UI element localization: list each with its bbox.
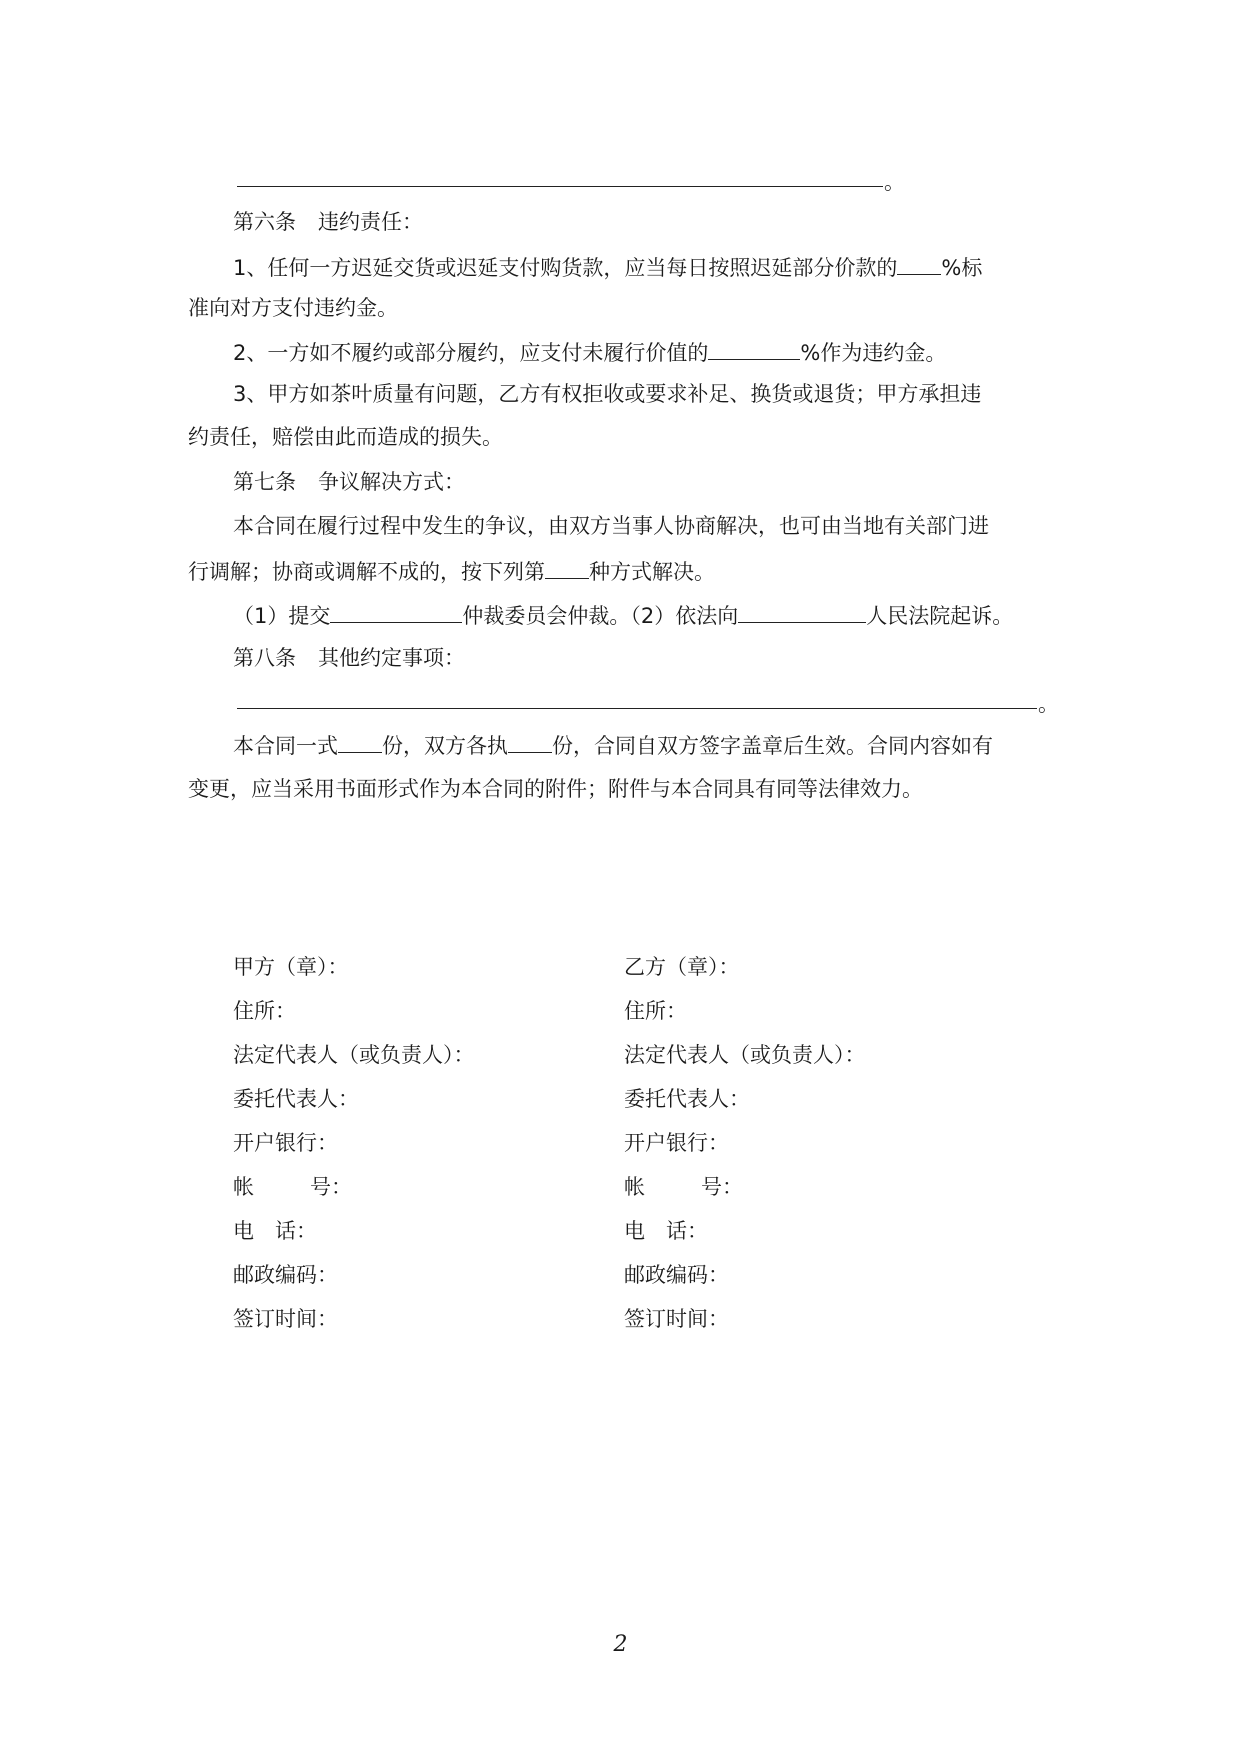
party-a-date: 签订时间：: [233, 1307, 338, 1331]
option-arbitration-text: 仲裁委员会仲裁。: [462, 604, 631, 628]
party-b-address: 住所：: [624, 999, 687, 1023]
blank-penalty-rate: [897, 256, 941, 275]
article-6-clause-1-unit: %标: [941, 256, 983, 280]
party-b-account-1: 帐: [624, 1175, 645, 1199]
article-7-body-cont: [188, 560, 715, 583]
party-a-address: 住所：: [233, 999, 296, 1023]
article-6-clause-2-unit: %作为违约金。: [800, 341, 947, 365]
party-b-signature-block: [624, 957, 866, 1353]
article-7-options: [233, 604, 1013, 627]
party-b-account-2: 号：: [701, 1175, 743, 1199]
closing-text-b: 份，双方各执: [382, 734, 508, 758]
article-8-number: 第八条: [233, 646, 296, 670]
party-a-phone-2: 话：: [275, 1219, 317, 1243]
party-a-legal-rep: 法定代表人（或负责人）：: [233, 1043, 475, 1067]
party-a-account-2: 号：: [310, 1175, 352, 1199]
party-a-postcode: 邮政编码：: [233, 1263, 338, 1287]
article-6-clause-2-text: 2、一方如不履约或部分履约，应支付未履行价值的: [233, 341, 709, 365]
article-7-heading: [233, 472, 465, 493]
article-7-body: 本合同在履行过程中发生的争议，由双方当事人协商解决，也可由当地有关部门进: [233, 514, 989, 538]
article-6-clause-1: [233, 256, 982, 279]
party-b-phone-1: 电: [624, 1219, 645, 1243]
party-a-account-1: 帐: [233, 1175, 254, 1199]
party-b-account: [624, 1177, 866, 1221]
blank-court: [738, 604, 866, 623]
blank-method-number: [545, 560, 589, 579]
party-a-account: [233, 1177, 475, 1221]
party-a-signature-block: [233, 957, 475, 1353]
party-b-bank: 开户银行：: [624, 1131, 729, 1155]
article-7-title: 争议解决方式：: [318, 470, 465, 494]
closing-clause: [233, 734, 993, 757]
closing-text-a: 本合同一式: [233, 734, 338, 758]
blank-copies-total: [338, 734, 382, 753]
fill-line-top: [237, 186, 883, 187]
article-8-heading: [233, 648, 465, 669]
blank-default-rate: [708, 341, 800, 360]
party-a-phone-1: 电: [233, 1219, 254, 1243]
party-a-agent: 委托代表人：: [233, 1087, 359, 1111]
article-6-clause-1-cont: 准向对方支付违约金。: [188, 296, 398, 320]
closing-text-c: 份，合同自双方签字盖章后生效。合同内容如有: [552, 734, 993, 758]
article-8-title: 其他约定事项：: [318, 646, 465, 670]
article-7-body-cont-end: 种方式解决。: [589, 560, 715, 584]
article-6-number: 第六条: [233, 210, 296, 234]
party-b-phone: [624, 1221, 866, 1265]
party-b-legal-rep: 法定代表人（或负责人）：: [624, 1043, 866, 1067]
blank-arbitration-committee: [330, 604, 462, 623]
party-b-date: 签订时间：: [624, 1307, 729, 1331]
closing-clause-cont: 变更，应当采用书面形式作为本合同的附件；附件与本合同具有同等法律效力。: [188, 777, 923, 801]
article-6-heading: [233, 212, 423, 233]
party-b-postcode: 邮政编码：: [624, 1263, 729, 1287]
option-court-label: （2）依法向: [630, 604, 739, 628]
article-6-clause-1-text: 1、任何一方迟延交货或迟延支付购货款，应当每日按照迟延部分价款的: [233, 256, 898, 280]
article-7-body-cont-text: 行调解；协商或调解不成的，按下列第: [188, 560, 545, 584]
article-6-title: 违约责任：: [318, 210, 423, 234]
party-a-seal: 甲方（章）：: [233, 955, 349, 979]
blank-copies-each: [508, 734, 552, 753]
party-b-phone-2: 话：: [666, 1219, 708, 1243]
article-6-clause-3-cont: 约责任，赔偿由此而造成的损失。: [188, 425, 503, 449]
article-7-number: 第七条: [233, 470, 296, 494]
party-a-phone: [233, 1221, 475, 1265]
article-6-clause-2: [233, 341, 946, 364]
fill-line-top-period: 。: [884, 170, 905, 194]
party-b-seal: 乙方（章）：: [624, 955, 740, 979]
option-court-text: 人民法院起诉。: [866, 604, 1014, 628]
option-arbitration-label: （1）提交: [233, 604, 331, 628]
fill-line-other-terms-period: 。: [1038, 692, 1059, 716]
party-b-agent: 委托代表人：: [624, 1087, 750, 1111]
party-a-bank: 开户银行：: [233, 1131, 338, 1155]
article-6-clause-3: 3、甲方如茶叶质量有问题，乙方有权拒收或要求补足、换货或退货；甲方承担违: [233, 382, 982, 406]
page-number: 2: [613, 1632, 628, 1657]
fill-line-other-terms: [237, 708, 1037, 709]
